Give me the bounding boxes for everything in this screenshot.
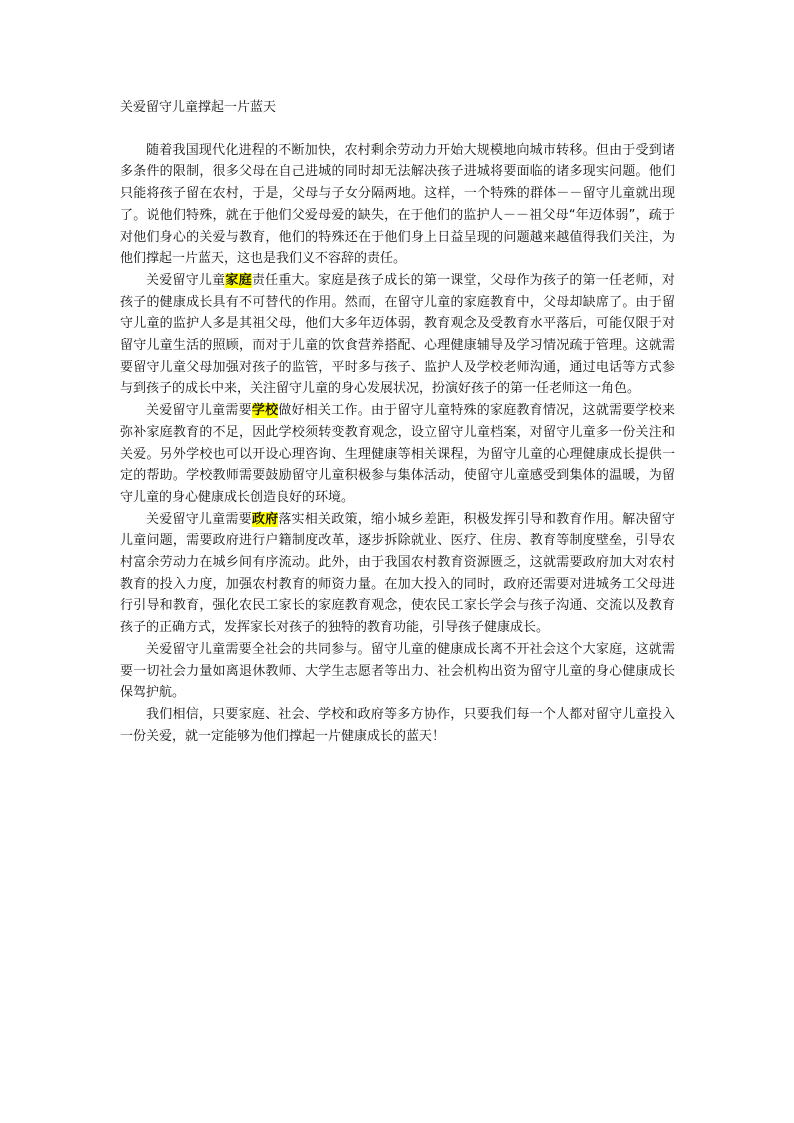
paragraph-family [120, 270, 675, 400]
paragraph-government [120, 509, 675, 639]
paragraph-school-lead: 关爱留守儿童需要 [146, 403, 252, 419]
paragraph-school-body: 做好相关工作。由于留守儿童特殊的家庭教育情况，这就需要学校来弥补家庭教育的不足，因此学校须转变教育观念，设立留守儿童档案，对留守儿童多一份关注和关爱。另外学校也可以开设心理咨询、生理健康等相关课程，为留守儿童的心理健康成长提供一定的帮助。学校教师需要鼓励留守儿童积极参与集体活动，使留守儿童感受到集体的温暖，为留守儿童的身心健康成长创造良好的环境。 [120, 403, 675, 505]
paragraph-family-lead: 关爱留守儿童 [146, 272, 226, 288]
document-title: 关爱留守儿童撑起一片蓝天 [120, 100, 277, 115]
paragraph-school [120, 400, 675, 509]
paragraph-society: 关爱留守儿童需要全社会的共同参与。留守儿童的健康成长离不开社会这个大家庭，这就需要一切社会力量如离退休教师、大学生志愿者等出力、社会机构出资为留守儿童的身心健康成长保驾护航。 [120, 641, 675, 701]
document-body [120, 97, 675, 747]
highlight-school: 学校 [251, 403, 279, 419]
paragraph-government-body: 落实相关政策，缩小城乡差距，积极发挥引导和教育作用。解决留守儿童问题，需要政府进行户籍制度改革，逐步拆除就业、医疗、住房、教育等制度壁垒，引导农村富余劳动力在城乡间有序流动。此外，由于我国农村教育资源匮乏，这就需要政府加大对农村教育的投入力度，加强农村教育的师资力量。在加大投入的同时，政府还需要对进城务工父母进行引导和教育，强化农民工家长的家庭教育观念，使农民工家长学会与孩子沟通、交流以及教育孩子的正确方式，发挥家长对孩子的独特的教育功能，引导孩子健康成长。 [120, 511, 675, 636]
paragraph-government-lead: 关爱留守儿童需要 [146, 511, 252, 527]
paragraph-family-body: 责任重大。家庭是孩子成长的第一课堂，父母作为孩子的第一任老师，对孩子的健康成长具有不可替代的作用。然而，在留守儿童的家庭教育中，父母却缺席了。由于留守儿童的监护人多是其祖父母，他们大多年迈体弱，教育观念及受教育水平落后，可能仅限于对留守儿童生活的照顾，而对于儿童的饮食营养搭配、心理健康辅导及学习情况疏于管理。这就需要留守儿童父母加强对孩子的监管，平时多与孩子、监护人及学校老师沟通，通过电话等方式参与到孩子的成长中来，关注留守儿童的身心发展状况，扮演好孩子的第一任老师这一角色。 [120, 272, 675, 397]
highlight-family: 家庭 [225, 272, 252, 288]
paragraph-intro: 随着我国现代化进程的不断加快，农村剩余劳动力开始大规模地向城市转移。但由于受到诸多条件的限制，很多父母在自己进城的同时却无法解决孩子进城将要面临的诸多现实问题。他们只能将孩子留在农村，于是，父母与子女分隔两地。这样，一个特殊的群体－－留守儿童就出现了。说他们特殊，就在于他们父爱母爱的缺失，在于他们的监护人－－祖父母“年迈体弱”，疏于对他们身心的关爱与教育，他们的特殊还在于他们身上日益呈现的问题越来越值得我们关注，为他们撑起一片蓝天，这也是我们义不容辞的责任。 [120, 142, 675, 267]
paragraph-conclusion: 我们相信，只要家庭、社会、学校和政府等多方协作，只要我们每一个人都对留守儿童投入一份关爱，就一定能够为他们撑起一片健康成长的蓝天！ [120, 706, 675, 744]
highlight-government: 政府 [251, 511, 279, 527]
